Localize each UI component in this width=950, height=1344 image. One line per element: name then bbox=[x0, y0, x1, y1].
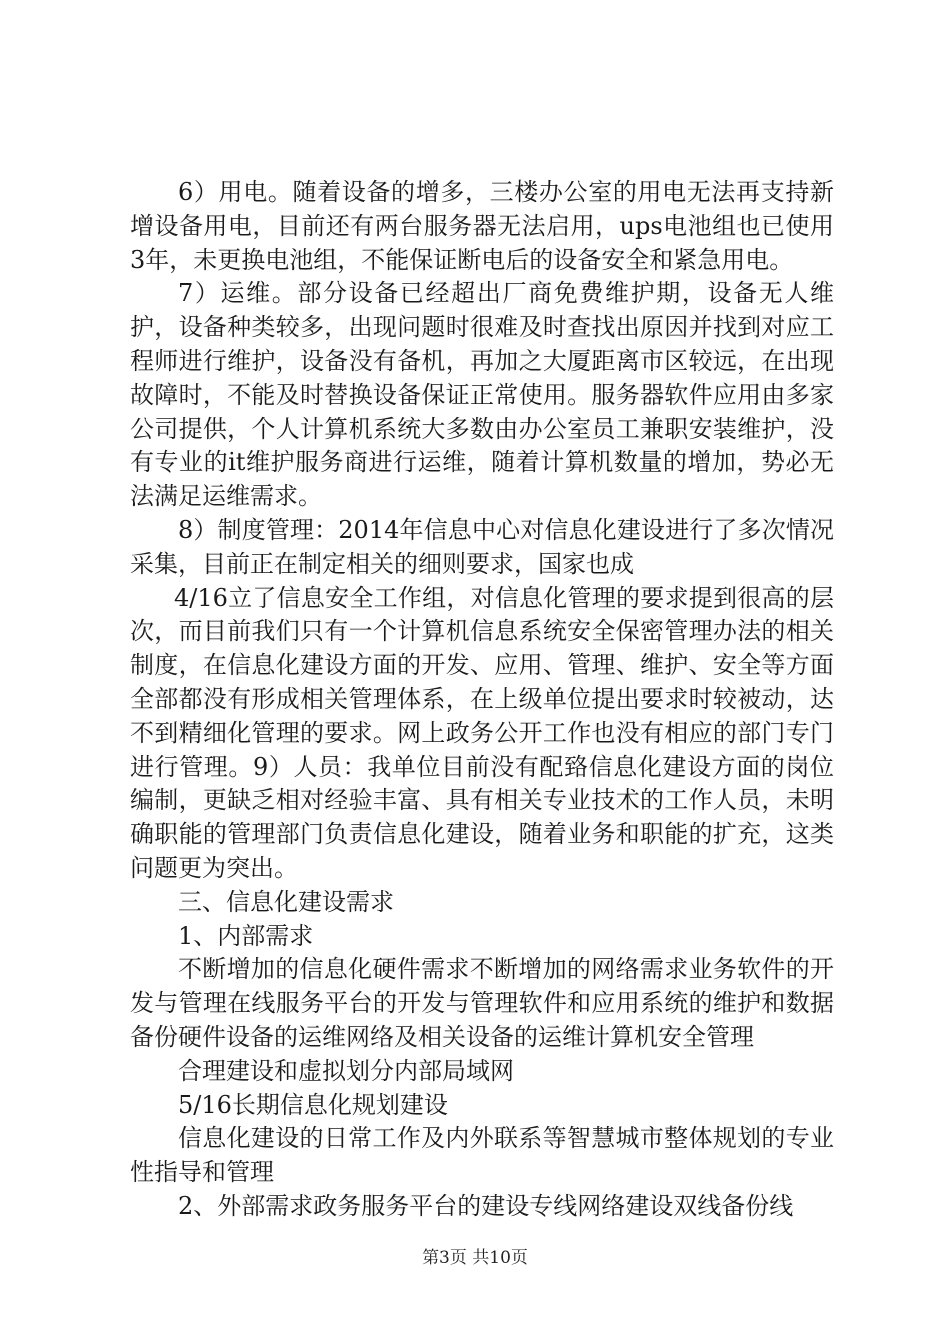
paragraph-power: 6）用电。随着设备的增多，三楼办公室的用电无法再支持新增设备用电，目前还有两台服务器无法启用，ups电池组也已使用3年，未更换电池组，不能保证断电后的设备安全和紧急用电。 bbox=[130, 178, 834, 274]
body-text bbox=[130, 176, 834, 1224]
paragraph-security-personnel: 4/16立了信息安全工作组，对信息化管理的要求提到很高的层次，而目前我们只有一个计算机信息系统安全保密管理办法的相关制度，在信息化建设方面的开发、应用、管理、维护、安全等方面全部都没有形成相关管理体系，在上级单位提出要求时较被动，达不到精细化管理的要求。网上政务公开工作也没有相应的部门专门进行管理。9）人员：我单位目前没有配臵信息化建设方面的岗位编制，更缺乏相对经验丰富、具有相关专业技术的工作人员，未明确职能的管理部门负责信息化建设，随着业务和职能的扩充，这类问题更为突出。 bbox=[130, 583, 834, 882]
paragraph-lan: 合理建设和虚拟划分内部局域网 bbox=[178, 1056, 514, 1085]
paragraph-maintenance: 7）运维。部分设备已经超出厂商免费维护期，设备无人维护，设备种类较多，出现问题时很难及时查找出原因并找到对应工程师进行维护，设备没有备机，再加之大厦距离市区较远，在出现故障时，不能及时替换设备保证正常使用。服务器软件应用由多家公司提供，个人计算机系统大多数由办公室员工兼职安装维护，没有专业的it维护服务商进行运维，随着计算机数量的增加，势必无法满足运维需求。 bbox=[130, 279, 834, 511]
paragraph-smart-city: 信息化建设的日常工作及内外联系等智慧城市整体规划的专业性指导和管理 bbox=[130, 1124, 834, 1187]
page-footer: 第3页 共10页 bbox=[422, 1248, 528, 1268]
subsection-heading-internal: 1、内部需求 bbox=[178, 921, 314, 950]
paragraph-system-management: 8）制度管理：2014年信息中心对信息化建设进行了多次情况采集，目前正在制定相关的细则要求，国家也成 bbox=[130, 515, 834, 578]
subsection-heading-external: 2、外部需求政务服务平台的建设专线网络建设双线备份线 bbox=[178, 1191, 794, 1220]
paragraph-internal-needs: 不断增加的信息化硬件需求不断增加的网络需求业务软件的开发与管理在线服务平台的开发与管理软件和应用系统的维护和数据备份硬件设备的运维网络及相关设备的运维计算机安全管理 bbox=[130, 955, 834, 1051]
paragraph-long-term-planning: 5/16长期信息化规划建设 bbox=[178, 1090, 448, 1119]
section-heading: 三、信息化建设需求 bbox=[178, 887, 394, 916]
